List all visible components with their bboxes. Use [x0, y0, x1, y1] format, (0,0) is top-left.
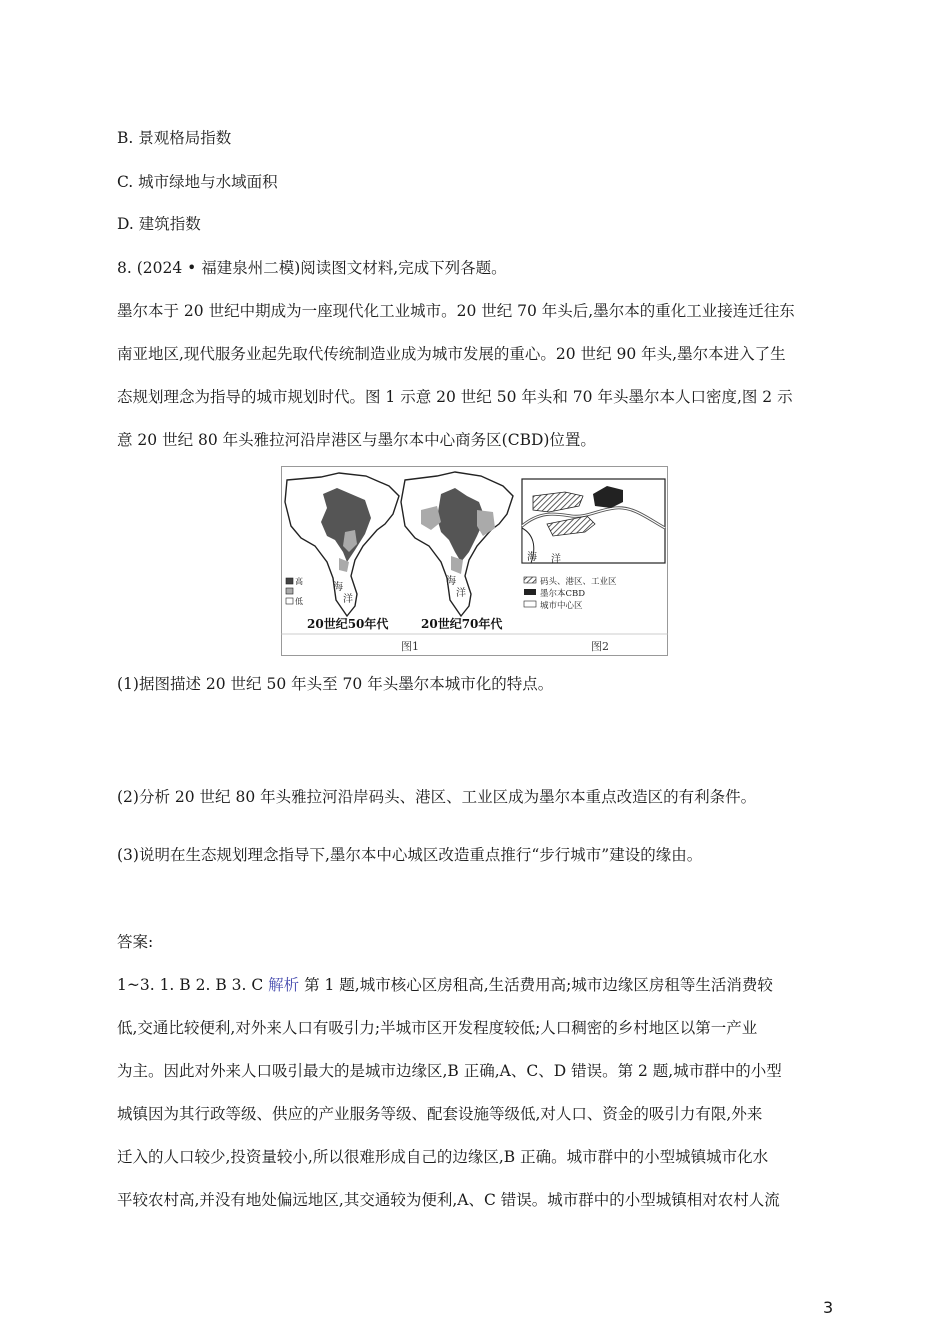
material-line: 态规划理念为指导的城市规划时代。图 1 示意 20 世纪 50 年头和 70 年头墨尔本人口密度,图 2 示: [117, 388, 793, 406]
option-b: B. 景观格局指数: [117, 129, 232, 147]
subquestion-3: (3)说明在生态规划理念指导下,墨尔本中心城区改造重点推行“步行城市”建设的缘由。: [117, 846, 703, 864]
answer-line: [117, 975, 773, 995]
figure-2-label: 图2: [591, 640, 609, 653]
sea-label: 海: [333, 582, 343, 593]
legend-low: 低: [295, 597, 303, 606]
answer-choices: 1~3. 1. B 2. B 3. C: [117, 976, 269, 994]
answer-line: 低,交通比较便利,对外来人口有吸引力;半城市区开发程度较低;人口稠密的乡村地区以第一产业: [117, 1019, 758, 1037]
map-1970s-caption: 20世纪70年代: [421, 617, 503, 631]
legend-high: 高: [295, 577, 303, 586]
sea-label: 海: [446, 576, 456, 587]
answer-line: 为主。因此对外来人口吸引最大的是城市边缘区,B 正确,A、C、D 错误。第 2 题,城市群中的小型: [117, 1062, 782, 1080]
jiexi-label: 解析: [268, 976, 300, 994]
map-1950s-caption: 20世纪50年代: [307, 617, 389, 631]
answer-heading: 答案:: [117, 933, 154, 951]
figure-1-label: 图1: [401, 640, 419, 653]
legend-docks: 码头、港区、工业区: [540, 577, 617, 587]
material-line: 墨尔本于 20 世纪中期成为一座现代化工业城市。20 世纪 70 年头后,墨尔本的重化工业接连迁往东: [117, 302, 795, 320]
legend-cbd: 墨尔本CBD: [540, 589, 586, 599]
option-d: D. 建筑指数: [117, 215, 201, 233]
material-line: 意 20 世纪 80 年头雅拉河沿岸港区与墨尔本中心商务区(CBD)位置。: [117, 431, 596, 449]
question-8-header: 8. (2024 • 福建泉州二模)阅读图文材料,完成下列各题。: [117, 259, 507, 277]
page-number: 3: [823, 1298, 834, 1317]
answer-line: 城镇因为其行政等级、供应的产业服务等级、配套设施等级低,对人口、资金的吸引力有限,外来: [117, 1105, 763, 1123]
sea-label: 洋: [551, 554, 561, 565]
answer-explanation: 第 1 题,城市核心区房租高,生活费用高;城市边缘区房租等生活消费较: [299, 976, 773, 994]
option-c: C. 城市绿地与水域面积: [117, 173, 278, 191]
legend-center: 城市中心区: [540, 601, 583, 611]
subquestion-2: (2)分析 20 世纪 80 年头雅拉河沿岸码头、港区、工业区成为墨尔本重点改造区的有利条件。: [117, 788, 757, 806]
material-line: 南亚地区,现代服务业起先取代传统制造业成为城市发展的重心。20 世纪 90 年头,墨尔本进入了生: [117, 345, 786, 363]
answer-line: 迁入的人口较少,投资量较小,所以很难形成自己的边缘区,B 正确。城市群中的小型城镇城市化水: [117, 1148, 769, 1166]
subquestion-1: (1)据图描述 20 世纪 50 年头至 70 年头墨尔本城市化的特点。: [117, 675, 554, 693]
sea-label: 洋: [456, 588, 466, 599]
answer-line: 平较农村高,并没有地处偏远地区,其交通较为便利,A、C 错误。城市群中的小型城镇相对农村人流: [117, 1191, 780, 1209]
sea-label: 洋: [343, 594, 353, 605]
sea-label: 海: [527, 552, 537, 563]
melbourne-figure: [281, 466, 668, 656]
